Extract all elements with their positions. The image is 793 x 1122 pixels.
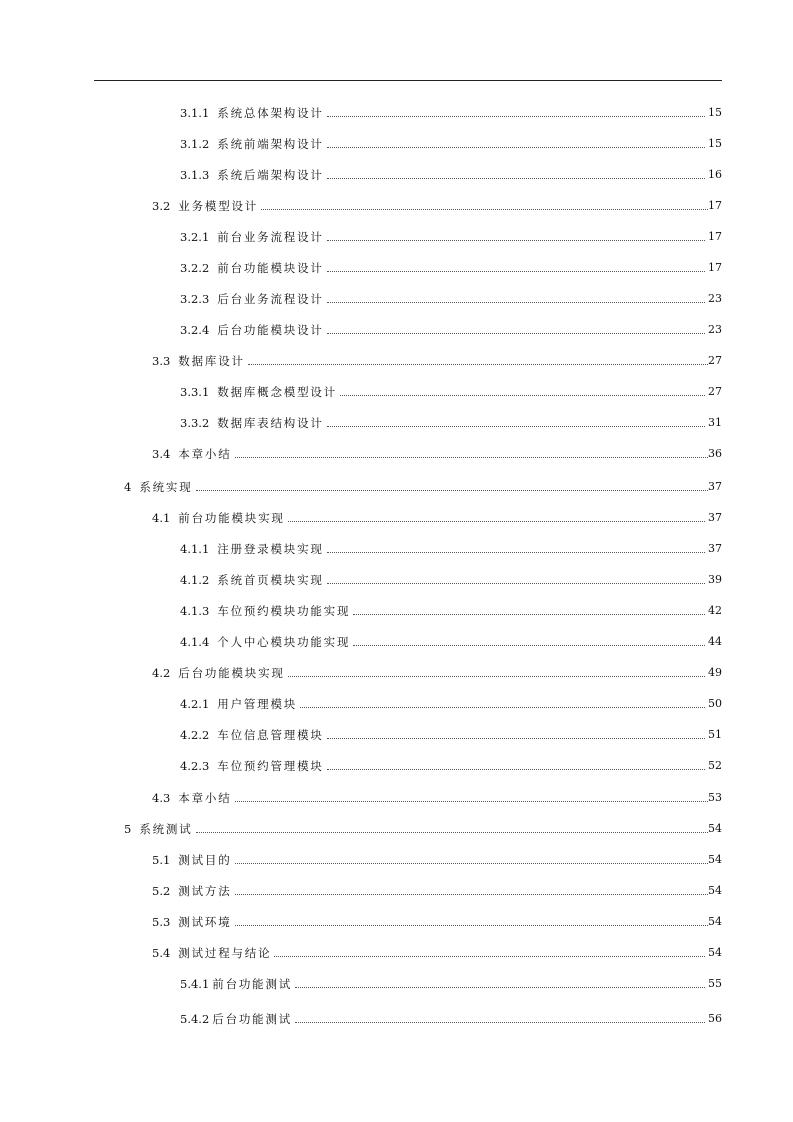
toc-entry-number: 4.3 — [152, 791, 171, 805]
toc-entry-number: 5.1 — [152, 853, 171, 867]
toc-entry — [180, 224, 722, 244]
toc-entry-number: 3.3.1 — [180, 385, 210, 399]
toc-entry-title: 前台功能模块设计 — [217, 261, 324, 275]
toc-entry — [180, 286, 722, 306]
toc-entry — [180, 971, 722, 991]
toc-leader-dots — [300, 706, 705, 708]
toc-entry — [124, 474, 722, 494]
toc-entry-page: 55 — [708, 977, 722, 990]
toc-entry — [152, 909, 722, 929]
toc-entry — [180, 131, 722, 151]
toc-leader-dots — [353, 613, 705, 615]
toc-entry — [180, 598, 722, 618]
toc-entry-page: 17 — [708, 199, 722, 212]
toc-entry-number: 3.1.2 — [180, 137, 210, 151]
header-rule — [94, 80, 722, 81]
toc-leader-dots — [235, 862, 709, 864]
toc-entry — [152, 193, 722, 213]
toc-entry-title: 后台功能模块实现 — [178, 666, 285, 680]
toc-entry-title: 数据库表结构设计 — [217, 416, 324, 430]
toc-entry-page: 17 — [708, 261, 722, 274]
toc-entry-page: 37 — [708, 542, 722, 555]
toc-entry-number: 4.2.3 — [180, 759, 210, 773]
toc-entry-title: 车位预约模块功能实现 — [217, 604, 351, 618]
toc-leader-dots — [327, 270, 705, 272]
toc-leader-dots — [235, 456, 709, 458]
toc-leader-dots — [327, 768, 705, 770]
toc-leader-dots — [327, 737, 705, 739]
toc-entry-title: 数据库概念模型设计 — [217, 385, 337, 399]
toc-leader-dots — [274, 955, 705, 957]
toc-leader-dots — [327, 239, 705, 241]
toc-entry-number: 3.1.3 — [180, 168, 210, 182]
toc-entry — [180, 753, 722, 773]
toc-leader-dots — [288, 675, 705, 677]
toc-entry — [180, 162, 722, 182]
toc-entry-page: 16 — [708, 168, 722, 181]
toc-leader-dots — [196, 831, 708, 833]
toc-entry-title: 后台功能模块设计 — [217, 323, 324, 337]
toc-leader-dots — [295, 986, 705, 988]
toc-leader-dots — [327, 301, 705, 303]
toc-entry — [152, 940, 722, 960]
toc-entry-number: 3.2.3 — [180, 292, 210, 306]
toc-entry-title: 本章小结 — [178, 447, 232, 461]
toc-entry-title: 车位预约管理模块 — [217, 759, 324, 773]
toc-entry-number: 4.1.2 — [180, 573, 210, 587]
toc-entry — [180, 567, 722, 587]
toc-entry-number: 3.3 — [152, 354, 171, 368]
toc-leader-dots — [327, 115, 705, 117]
toc-leader-dots — [196, 489, 708, 491]
toc-leader-dots — [261, 208, 708, 210]
toc-entry-number: 5.2 — [152, 884, 171, 898]
toc-entry-page: 31 — [708, 416, 722, 429]
toc-entry-page: 17 — [708, 230, 722, 243]
toc-entry-title: 测试环境 — [178, 915, 232, 929]
toc-entry-title: 系统后端架构设计 — [217, 168, 324, 182]
toc-entry-number: 4.1.3 — [180, 604, 210, 618]
toc-entry — [152, 878, 722, 898]
toc-entry-page: 54 — [708, 915, 722, 928]
toc-entry-title: 车位信息管理模块 — [217, 728, 324, 742]
toc-entry-page: 54 — [708, 946, 722, 959]
toc-leader-dots — [327, 425, 705, 427]
toc-entry-page: 44 — [708, 635, 722, 648]
toc-entry-page: 49 — [708, 666, 722, 679]
toc-entry-number: 5.4.2 — [180, 1012, 210, 1026]
toc-entry — [152, 785, 722, 805]
toc-entry-number: 4.1.1 — [180, 542, 210, 556]
toc-entry-number: 4.2.2 — [180, 728, 210, 742]
toc-entry-page: 39 — [708, 573, 722, 586]
toc-entry-number: 4.1 — [152, 511, 171, 525]
toc-entry — [180, 691, 722, 711]
toc-leader-dots — [248, 363, 708, 365]
toc-entry-title: 数据库设计 — [178, 354, 245, 368]
toc-entry — [180, 100, 722, 120]
toc-entry-page: 56 — [708, 1012, 722, 1025]
toc-entry-number: 4 — [124, 480, 132, 494]
toc-leader-dots — [327, 332, 705, 334]
toc-entry — [152, 660, 722, 680]
toc-entry-title: 系统测试 — [139, 822, 193, 836]
toc-entry-title: 前台功能模块实现 — [178, 511, 285, 525]
toc-entry-page: 50 — [708, 697, 722, 710]
toc-entry-title: 测试过程与结论 — [178, 946, 272, 960]
toc-entry-number: 5.4 — [152, 946, 171, 960]
toc-entry-page: 15 — [708, 106, 722, 119]
toc-entry — [152, 348, 722, 368]
toc-entry-number: 3.2.1 — [180, 230, 210, 244]
toc-entry — [180, 410, 722, 430]
toc-entry-number: 4.1.4 — [180, 635, 210, 649]
toc-entry — [152, 505, 722, 525]
toc-entry-page: 52 — [708, 759, 722, 772]
toc-entry — [180, 536, 722, 556]
toc-entry-page: 23 — [708, 323, 722, 336]
toc-leader-dots — [327, 582, 705, 584]
toc-entry — [124, 816, 722, 836]
toc-entry-number: 5.3 — [152, 915, 171, 929]
toc-entry-page: 36 — [708, 447, 722, 460]
toc-entry-page: 54 — [708, 884, 722, 897]
toc-entry-number: 3.3.2 — [180, 416, 210, 430]
toc-entry-page: 27 — [708, 354, 722, 367]
toc-entry-title: 本章小结 — [178, 791, 232, 805]
toc-leader-dots — [295, 1021, 705, 1023]
toc-leader-dots — [235, 924, 709, 926]
toc-entry-number: 4.2.1 — [180, 697, 210, 711]
toc-entry — [180, 629, 722, 649]
toc-entry-number: 3.2.2 — [180, 261, 210, 275]
toc-leader-dots — [327, 551, 705, 553]
toc-entry-number: 3.1.1 — [180, 106, 210, 120]
toc-entry — [152, 847, 722, 867]
toc-entry-title: 业务模型设计 — [178, 199, 259, 213]
toc-entry-title: 后台业务流程设计 — [217, 292, 324, 306]
toc-leader-dots — [327, 146, 705, 148]
toc-entry-page: 51 — [708, 728, 722, 741]
toc-leader-dots — [327, 177, 705, 179]
toc-entry-title: 系统总体架构设计 — [217, 106, 324, 120]
toc-entry-page: 37 — [708, 480, 722, 493]
toc-leader-dots — [288, 520, 705, 522]
toc-entry-page: 54 — [708, 822, 722, 835]
toc-entry — [180, 317, 722, 337]
toc-entry-page: 54 — [708, 853, 722, 866]
toc-entry — [180, 1006, 722, 1026]
toc-entry-title: 测试目的 — [178, 853, 232, 867]
toc-entry-title: 测试方法 — [178, 884, 232, 898]
toc-entry-title: 系统前端架构设计 — [217, 137, 324, 151]
toc-entry-title: 个人中心模块功能实现 — [217, 635, 351, 649]
toc-entry — [180, 255, 722, 275]
toc-entry-number: 5.4.1 — [180, 977, 210, 991]
toc-entry-number: 3.2.4 — [180, 323, 210, 337]
toc-entry-number: 3.2 — [152, 199, 171, 213]
toc-entry-title: 前台功能测试 — [212, 977, 293, 991]
toc-entry-title: 后台功能测试 — [212, 1012, 293, 1026]
toc-entry-number: 4.2 — [152, 666, 171, 680]
toc-entry-title: 系统实现 — [139, 480, 193, 494]
toc-entry — [180, 379, 722, 399]
toc-entry-page: 37 — [708, 511, 722, 524]
toc-entry-page: 27 — [708, 385, 722, 398]
toc-entry-page: 23 — [708, 292, 722, 305]
toc-entry-title: 系统首页模块实现 — [217, 573, 324, 587]
toc-entry-page: 53 — [708, 791, 722, 804]
toc-entry-page: 42 — [708, 604, 722, 617]
toc-entry-title: 用户管理模块 — [217, 697, 298, 711]
toc-entry — [180, 722, 722, 742]
toc-entry-page: 15 — [708, 137, 722, 150]
toc-entry-number: 5 — [124, 822, 132, 836]
toc-entry-title: 注册登录模块实现 — [217, 542, 324, 556]
toc-entry-title: 前台业务流程设计 — [217, 230, 324, 244]
toc-leader-dots — [235, 893, 709, 895]
toc-leader-dots — [340, 394, 705, 396]
toc-leader-dots — [235, 800, 709, 802]
toc-entry-number: 3.4 — [152, 447, 171, 461]
toc-entry — [152, 441, 722, 461]
toc-leader-dots — [353, 644, 705, 646]
